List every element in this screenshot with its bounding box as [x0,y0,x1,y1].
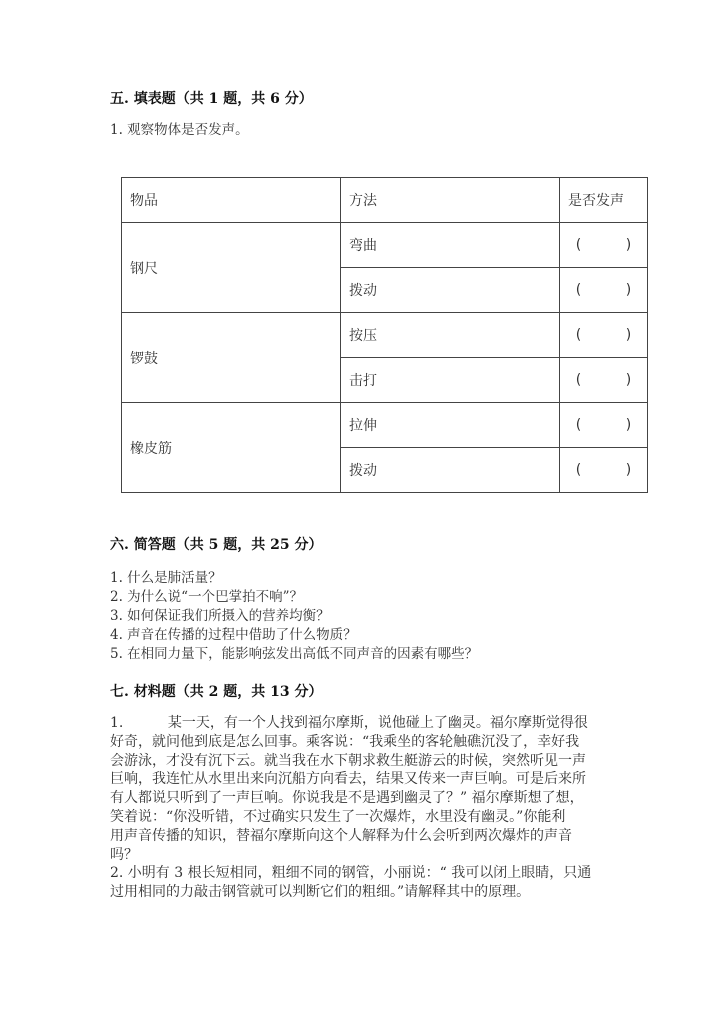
table-row [122,403,648,448]
header-method: 方法 [341,178,560,223]
header-sound: 是否发声 [560,178,648,223]
answer-blank[interactable]: ( ) [560,223,648,268]
question-6-2: 2. 为什么说“一个巴掌拍不响”？ [110,589,303,605]
item-cell: 橡皮筋 [122,403,341,493]
method-cell: 按压 [341,313,560,358]
answer-blank[interactable]: ( ) [560,313,648,358]
section-6-title: 六. 简答题（共 5 题，共 25 分） [110,537,323,553]
material-line: 笑着说：“你没听错，不过确实只发生了一次爆炸，水里没有幽灵。”你能利 [110,808,566,825]
section-5-title: 五. 填表题（共 1 题，共 6 分） [110,91,313,107]
question-6-3: 3. 如何保证我们所摄入的营养均衡？ [110,608,330,624]
material-line: 过用相同的力敲击钢管就可以判断它们的粗细。”请解释其中的原理。 [110,884,531,901]
material-line: 会游泳，才没有沉下云。就当我在水下朝求救生艇游云的时候，突然听见一声 [110,752,586,769]
answer-blank[interactable]: ( ) [560,403,648,448]
material-line: 用声音传播的知识，替福尔摩斯向这个人解释为什么会听到两次爆炸的声音 [110,827,572,844]
method-cell: 拉伸 [341,403,560,448]
question-6-4: 4. 声音在传播的过程中借助了什么物质？ [110,627,357,643]
item-cell: 锣鼓 [122,313,341,403]
answer-blank[interactable]: ( ) [560,268,648,313]
method-cell: 拨动 [341,448,560,493]
question-5-1: 1. 观察物体是否发声。 [110,122,249,138]
material-line: 吗？ [110,846,138,863]
material-text [110,714,591,902]
question-6-1: 1. 什么是肺活量？ [110,570,222,586]
answer-blank[interactable]: ( ) [560,358,648,403]
question-list [110,569,478,664]
method-cell: 击打 [341,358,560,403]
header-item: 物品 [122,178,341,223]
table-header-row [122,178,648,223]
method-cell: 拨动 [341,268,560,313]
observation-table [121,177,648,493]
material-line: 有人都说只听到了一声巨响。你说我是不是遇到幽灵了？” 福尔摩斯想了想， [110,790,584,807]
method-cell: 弯曲 [341,223,560,268]
material-line: 1. 某一天，有一个人找到福尔摩斯，说他碰上了幽灵。福尔摩斯觉得很 [110,715,588,731]
table-row [122,223,648,268]
material-line: 好奇，就问他到底是怎么回事。乘客说：“我乘坐的客轮触礁沉没了，幸好我 [110,733,580,750]
answer-blank[interactable]: ( ) [560,448,648,493]
material-line: 巨响，我连忙从水里出来向沉船方向看去，结果又传来一声巨响。可是后来所 [110,771,586,788]
table-row [122,313,648,358]
item-cell: 钢尺 [122,223,341,313]
material-line: 2. 小明有 3 根长短相同，粗细不同的钢管，小丽说：“ 我可以闭上眼睛，只通 [110,865,592,882]
section-7-title: 七. 材料题（共 2 题，共 13 分） [110,684,323,700]
question-6-5: 5. 在相同力量下，能影响弦发出高低不同声音的因素有哪些？ [110,646,479,662]
